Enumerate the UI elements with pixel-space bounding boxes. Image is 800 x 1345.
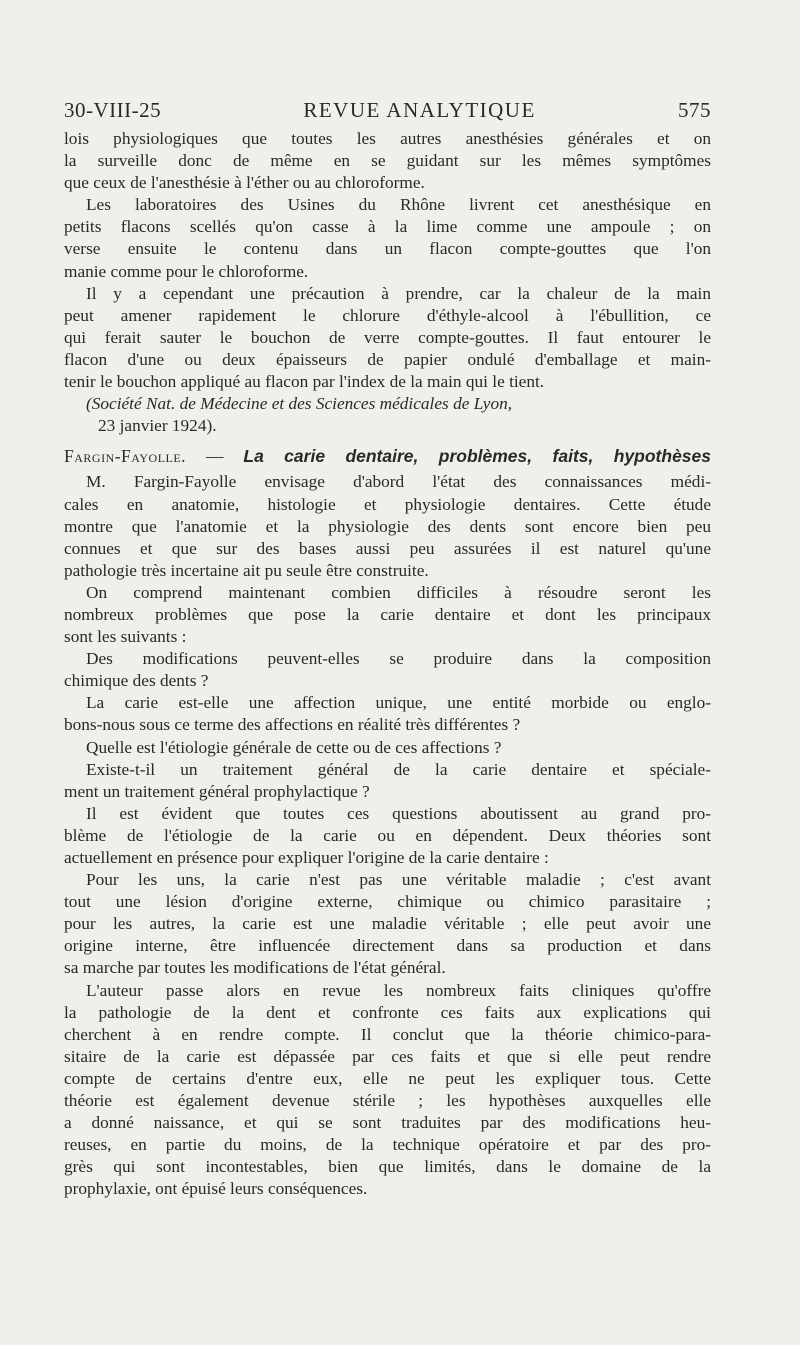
journal-page — [64, 98, 711, 1201]
text-line: la surveille donc de même en se guidant sur les mêmes symptômes — [64, 151, 711, 171]
text-line: cales en anatomie, histologie et physiologie dentaires. Cette étude — [64, 494, 711, 514]
text-line: Il est évident que toutes ces questions aboutissent au grand pro- — [86, 803, 711, 823]
paragraph — [64, 803, 711, 869]
text-line: Il y a cependant une précaution à prendre, car la chaleur de la main — [86, 283, 711, 303]
text-line: petits flacons scellés qu'on casse à la lime comme une ampoule ; on — [64, 217, 711, 237]
text-line: tout une lésion d'origine externe, chimique ou chimico parasitaire ; — [64, 892, 711, 912]
text-line: L'auteur passe alors en revue les nombreux faits cliniques qu'offre — [86, 980, 711, 1000]
text-line: qui ferait sauter le bouchon de verre compte-gouttes. Il faut entourer le — [64, 327, 711, 347]
text-line: La carie est-elle une affection unique, une entité morbide ou englo- — [86, 693, 711, 713]
text-line: la pathologie de la dent et confronte ces faits aux explications qui — [64, 1002, 711, 1022]
text-line: théorie est également devenue stérile ; les hypothèses auxquelles elle — [64, 1091, 711, 1111]
text-line: Quelle est l'étiologie générale de cette ou de ces affections ? — [86, 737, 502, 757]
citation-date: 23 janvier 1924). — [98, 416, 217, 436]
text-line: grès qui sont incontestables, bien que limités, dans le domaine de la — [64, 1157, 711, 1177]
text-line: nombreux problèmes que pose la carie dentaire et dont les principaux — [64, 604, 711, 624]
text-line: chimique des dents ? — [64, 671, 209, 691]
paragraph — [64, 582, 711, 648]
paragraph — [64, 869, 711, 979]
page-number: 575 — [678, 98, 711, 122]
paragraph — [64, 980, 711, 1201]
text-line: flacon d'une ou deux épaisseurs de papier ondulé d'emballage et main- — [64, 349, 711, 369]
text-line: M. Fargin-Fayolle envisage d'abord l'état des connaissances médi- — [86, 472, 711, 492]
text-line: compte de certains d'entre eux, elle ne peut les expliquer tous. Cette — [64, 1068, 711, 1088]
text-line: On comprend maintenant combien difficiles à résoudre seront les — [86, 582, 711, 602]
text-line: a donné naissance, et qui se sont traduites par des modifications heu- — [64, 1113, 711, 1133]
paragraph — [64, 648, 711, 692]
text-line: Les laboratoires des Usines du Rhône livrent cet anesthésique en — [86, 195, 711, 215]
text-line: sitaire de la carie est dépassée par ces faits et que si elle peut rendre — [64, 1046, 711, 1066]
text-line: que ceux de l'anesthésie à l'éther ou au chloroforme. — [64, 173, 425, 193]
text-line: connues et que sur des bases aussi peu assurées il est naturel qu'une — [64, 538, 711, 558]
text-line: actuellement en présence pour expliquer l'origine de la carie dentaire : — [64, 848, 549, 867]
paragraph — [64, 471, 711, 581]
paragraph — [64, 759, 711, 803]
paragraph — [64, 128, 711, 194]
text-line: pour les autres, la carie est une maladie véritable ; elle peut avoir une — [64, 914, 711, 934]
paragraph — [64, 692, 711, 736]
text-line: prophylaxie, ont épuisé leurs conséquences. — [64, 1179, 368, 1199]
text-line: Des modifications peuvent-elles se produire dans la composition — [86, 649, 711, 669]
running-header — [64, 98, 711, 128]
text-line: peut amener rapidement le chlorure d'éthyle-alcool à l'ébullition, ce — [64, 305, 711, 325]
citation — [64, 393, 711, 437]
text-line: lois physiologiques que toutes les autres anesthésies générales et on — [64, 129, 711, 148]
text-line: reuses, en partie du moins, de la technique opératoire et par des pro- — [64, 1135, 711, 1155]
text-line: origine interne, être influencée directement dans sa production et dans — [64, 936, 711, 956]
citation-source: (Société Nat. de Médecine et des Sciences médicales de Lyon, — [86, 394, 513, 414]
text-line: sont les suivants : — [64, 627, 187, 647]
text-line: pathologie très incertaine ait pu seule être construite. — [64, 560, 429, 580]
article-body — [64, 128, 711, 1201]
paragraph — [64, 283, 711, 393]
section-title: La carie dentaire, problèmes, faits, hypothèses — [243, 446, 712, 467]
paragraph — [64, 737, 711, 759]
text-line: cherchent à en rendre compte. Il conclut que la théorie chimico-para- — [64, 1024, 711, 1044]
text-line: montre que l'anatomie et la physiologie des dents sont encore bien peu — [64, 516, 711, 536]
text-line: manie comme pour le chloroforme. — [64, 261, 309, 281]
section-heading — [64, 445, 711, 467]
header-title: REVUE ANALYTIQUE — [303, 98, 536, 122]
text-line: Pour les uns, la carie n'est pas une véritable maladie ; c'est avant — [86, 870, 711, 890]
paragraph — [64, 194, 711, 282]
text-line: blème de l'étiologie de la carie ou en dépendent. Deux théories sont — [64, 825, 711, 845]
text-line: tenir le bouchon appliqué au flacon par l'index de la main qui le tient. — [64, 372, 545, 392]
text-line: sa marche par toutes les modifications de l'état général. — [64, 958, 446, 978]
text-line: ment un traitement général prophylactique ? — [64, 781, 370, 801]
section-dash: — — [186, 446, 244, 467]
text-line: verse ensuite le contenu dans un flacon compte-gouttes que l'on — [64, 239, 711, 259]
text-line: bons-nous sous ce terme des affections en réalité très différentes ? — [64, 715, 521, 735]
text-line: Existe-t-il un traitement général de la carie dentaire et spéciale- — [86, 759, 711, 779]
section-author: Fargin-Fayolle. — [64, 446, 187, 467]
header-date: 30-VIII-25 — [64, 98, 162, 122]
